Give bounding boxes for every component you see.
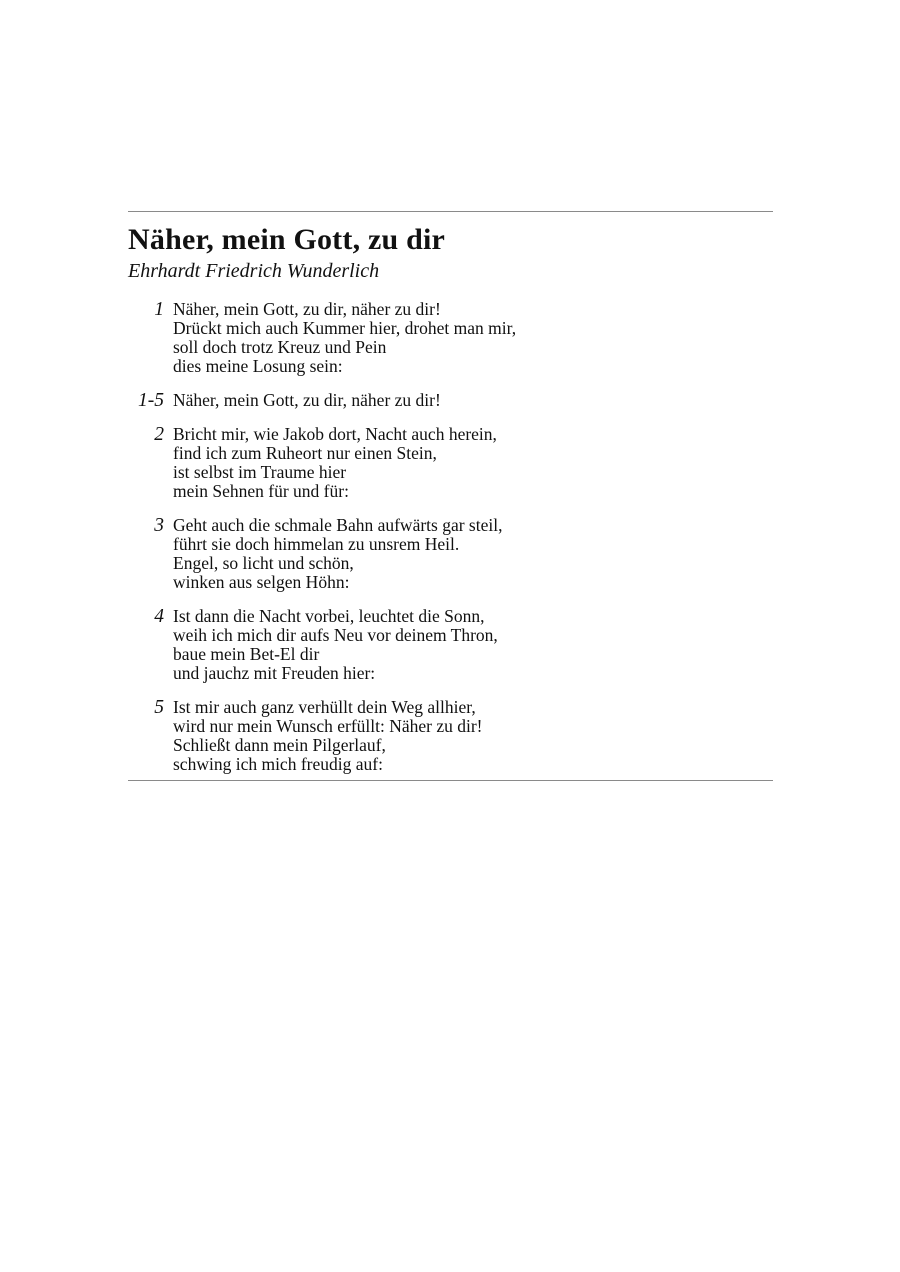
verse-text (164, 607, 498, 683)
bottom-rule (128, 780, 773, 781)
verse-number: 5 (154, 697, 164, 718)
verse-number: 3 (154, 515, 164, 536)
verse-line: wird nur mein Wunsch erfüllt: Näher zu dir! (173, 716, 483, 736)
verse-text (164, 425, 497, 501)
verse-number: 4 (154, 606, 164, 627)
verse-line: Drückt mich auch Kummer hier, drohet man mir, (173, 318, 517, 338)
verse-line: mein Sehnen für und für: (173, 481, 349, 501)
verse-line: Ist mir auch ganz verhüllt dein Weg allhier, (173, 697, 476, 717)
verse-line: dies meine Losung sein: (173, 356, 343, 376)
verse-line: Engel, so licht und schön, (173, 553, 354, 573)
verse-line: find ich zum Ruheort nur einen Stein, (173, 443, 437, 463)
verse-text (164, 698, 483, 774)
verse-2 (128, 425, 773, 501)
verse-line: Ist dann die Nacht vorbei, leuchtet die Sonn, (173, 606, 485, 626)
verse-line: schwing ich mich freudig auf: (173, 754, 383, 774)
verse-line: Näher, mein Gott, zu dir, näher zu dir! (173, 390, 441, 410)
verse-text (164, 516, 502, 592)
verse-line: ist selbst im Traume hier (173, 462, 347, 482)
song-title: Näher, mein Gott, zu dir (128, 223, 446, 256)
top-rule (128, 211, 773, 212)
verse-line: Bricht mir, wie Jakob dort, Nacht auch herein, (173, 424, 497, 444)
song-content (128, 211, 773, 781)
verse-line: weih ich mich dir aufs Neu vor deinem Thron, (173, 625, 498, 645)
verse-line: soll doch trotz Kreuz und Pein (173, 337, 387, 357)
verse-number: 2 (154, 424, 164, 445)
verse-4 (128, 607, 773, 683)
song-author: Ehrhardt Friedrich Wunderlich (128, 260, 380, 282)
verse-line: baue mein Bet-El dir (173, 644, 320, 664)
verse-line: winken aus selgen Höhn: (173, 572, 350, 592)
verse-number: 1-5 (138, 390, 164, 411)
verse-line: führt sie doch himmelan zu unsrem Heil. (173, 534, 460, 554)
verse-5 (128, 698, 773, 774)
verse-line: Geht auch die schmale Bahn aufwärts gar steil, (173, 515, 503, 535)
verse-line: Näher, mein Gott, zu dir, näher zu dir! (173, 299, 441, 319)
verse-list (128, 300, 773, 774)
verse-text (164, 391, 441, 410)
verse-line: und jauchz mit Freuden hier: (173, 663, 376, 683)
refrain-1-5 (128, 391, 773, 410)
verse-1 (128, 300, 773, 376)
verse-3 (128, 516, 773, 592)
verse-line: Schließt dann mein Pilgerlauf, (173, 735, 386, 755)
verse-text (164, 300, 516, 376)
verse-number: 1 (154, 299, 164, 320)
